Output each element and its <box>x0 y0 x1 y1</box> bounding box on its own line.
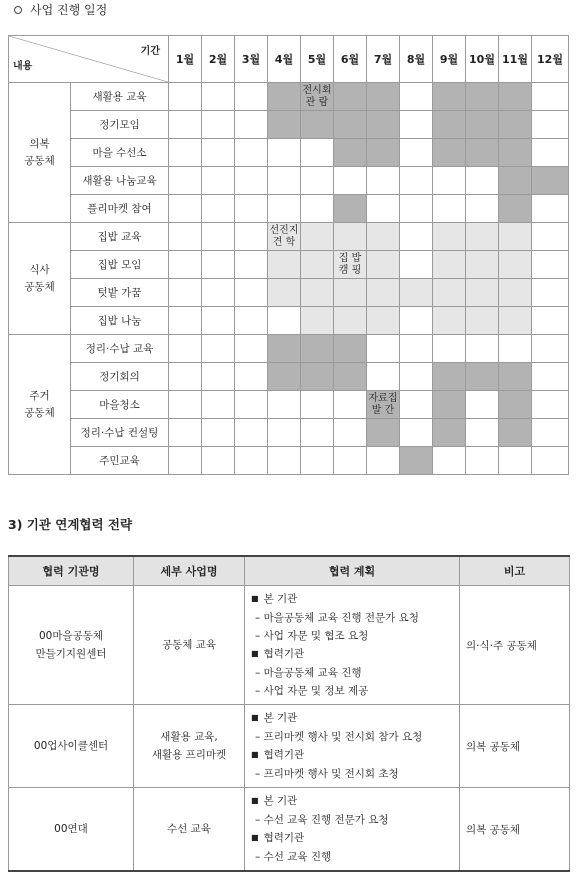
month-cell <box>532 335 569 363</box>
month-cell <box>433 167 466 195</box>
month-cell <box>532 251 569 279</box>
org-name-line: 만들기지원센터 <box>35 648 107 660</box>
month-cell <box>268 363 301 391</box>
month-cell <box>400 167 433 195</box>
month-header: 3월 <box>235 36 268 83</box>
plan-subitem: – 수선 교육 진행 <box>251 848 459 866</box>
month-cell <box>169 419 202 447</box>
header-note: 비고 <box>460 556 570 586</box>
month-cell <box>367 251 400 279</box>
plan-subitem: – 사업 자문 및 협조 요청 <box>251 627 459 645</box>
group-name <box>9 83 71 223</box>
month-cell <box>433 363 466 391</box>
month-cell <box>202 419 235 447</box>
schedule-table <box>8 35 569 475</box>
group-name-line: 의복 <box>29 137 50 150</box>
month-header: 5월 <box>301 36 334 83</box>
month-cell <box>268 223 301 251</box>
month-cell <box>367 223 400 251</box>
remark: 의복 공동체 <box>460 788 570 872</box>
month-cell <box>499 223 532 251</box>
month-cell <box>301 223 334 251</box>
month-cell <box>268 335 301 363</box>
month-cell <box>400 391 433 419</box>
month-cell <box>532 139 569 167</box>
month-cell <box>466 111 499 139</box>
month-cell <box>268 83 301 111</box>
month-cell <box>334 419 367 447</box>
month-cell <box>169 223 202 251</box>
month-cell <box>532 391 569 419</box>
month-cell <box>268 167 301 195</box>
month-cell <box>169 391 202 419</box>
month-cell <box>334 363 367 391</box>
header-org: 협력 기관명 <box>9 556 134 586</box>
month-cell <box>499 335 532 363</box>
org-name-line: 00마을공동체 <box>38 630 104 642</box>
cooperation-plan <box>245 705 460 788</box>
schedule-row <box>9 363 569 391</box>
plan-subitem: – 수선 교육 진행 전문가 요청 <box>251 811 459 829</box>
month-cell <box>466 139 499 167</box>
month-cell <box>532 195 569 223</box>
month-header: 2월 <box>202 36 235 83</box>
schedule-row <box>9 139 569 167</box>
group-name-line: 공동체 <box>24 280 55 293</box>
month-header: 9월 <box>433 36 466 83</box>
month-cell <box>235 223 268 251</box>
project-name-line: 새활용 프리마켓 <box>151 749 227 761</box>
plan-heading: ■ 협력기관 <box>251 645 459 664</box>
schedule-row <box>9 391 569 419</box>
group-name <box>9 223 71 335</box>
month-cell <box>433 111 466 139</box>
month-cell <box>367 167 400 195</box>
month-cell <box>433 447 466 475</box>
month-cell <box>466 223 499 251</box>
month-header: 7월 <box>367 36 400 83</box>
cell-note-line: 자료집 <box>368 392 398 404</box>
month-cell <box>367 419 400 447</box>
month-cell <box>202 391 235 419</box>
header-plan: 협력 계획 <box>245 556 460 586</box>
month-header: 8월 <box>400 36 433 83</box>
item-name: 정리·수납 컨설팅 <box>71 419 169 447</box>
month-cell <box>367 391 400 419</box>
cell-note-line: 캠 핑 <box>338 264 362 276</box>
header-project: 세부 사업명 <box>134 556 245 586</box>
month-cell <box>301 307 334 335</box>
content-label: 내용 <box>13 61 33 72</box>
month-header: 1월 <box>169 36 202 83</box>
month-cell <box>334 251 367 279</box>
plan-heading: ■ 본 기관 <box>251 709 459 728</box>
month-cell <box>334 83 367 111</box>
cooperation-section-title: 3) 기관 연계협력 전략 <box>8 517 133 532</box>
plan-subitem: – 프리마켓 행사 및 전시회 참가 요청 <box>251 728 459 746</box>
month-header: 10월 <box>466 36 499 83</box>
cell-note-line: 관 람 <box>305 96 329 108</box>
month-cell <box>433 335 466 363</box>
month-cell <box>334 111 367 139</box>
month-cell <box>268 279 301 307</box>
month-cell <box>169 279 202 307</box>
month-cell <box>499 167 532 195</box>
schedule-row <box>9 335 569 363</box>
month-cell <box>499 139 532 167</box>
month-cell <box>367 139 400 167</box>
group-name <box>9 335 71 475</box>
month-cell <box>268 111 301 139</box>
month-cell <box>433 307 466 335</box>
month-cell <box>499 111 532 139</box>
section-title <box>14 0 107 22</box>
month-cell <box>202 167 235 195</box>
group-name-line: 공동체 <box>24 154 55 167</box>
month-cell <box>532 167 569 195</box>
month-header: 4월 <box>268 36 301 83</box>
month-cell <box>169 307 202 335</box>
month-cell <box>301 391 334 419</box>
month-cell <box>169 251 202 279</box>
cell-note-line: 견 학 <box>272 236 296 248</box>
month-cell <box>367 279 400 307</box>
remark: 의복 공동체 <box>460 705 570 788</box>
month-cell <box>400 447 433 475</box>
month-cell <box>466 419 499 447</box>
month-cell <box>301 167 334 195</box>
cooperation-plan <box>245 586 460 705</box>
month-cell <box>433 279 466 307</box>
month-cell <box>400 223 433 251</box>
month-cell <box>466 391 499 419</box>
month-cell <box>301 195 334 223</box>
cell-note-line: 발 간 <box>371 404 395 416</box>
schedule-row <box>9 447 569 475</box>
month-cell <box>334 447 367 475</box>
org-name <box>9 586 134 705</box>
month-cell <box>367 83 400 111</box>
month-cell <box>202 335 235 363</box>
month-cell <box>334 391 367 419</box>
schedule-row <box>9 419 569 447</box>
month-cell <box>301 251 334 279</box>
schedule-row <box>9 195 569 223</box>
month-cell <box>367 363 400 391</box>
plan-heading: ■ 본 기관 <box>251 792 459 811</box>
month-cell <box>169 167 202 195</box>
period-label: 기간 <box>140 46 160 57</box>
month-cell <box>334 223 367 251</box>
month-cell <box>433 419 466 447</box>
month-cell <box>466 307 499 335</box>
month-cell <box>532 363 569 391</box>
group-name-line: 공동체 <box>24 406 55 419</box>
group-name-line: 식사 <box>29 263 50 276</box>
month-cell <box>433 83 466 111</box>
item-name: 마을청소 <box>71 391 169 419</box>
month-cell <box>301 139 334 167</box>
month-cell <box>235 111 268 139</box>
month-cell <box>334 195 367 223</box>
month-cell <box>268 195 301 223</box>
item-name: 정기모임 <box>71 111 169 139</box>
cooperation-table <box>8 555 570 872</box>
item-name: 집밥 모임 <box>71 251 169 279</box>
month-cell <box>169 447 202 475</box>
month-cell <box>301 111 334 139</box>
month-header: 11월 <box>499 36 532 83</box>
project-name-line: 공동체 교육 <box>161 639 217 651</box>
schedule-row <box>9 251 569 279</box>
month-cell <box>301 279 334 307</box>
month-cell <box>466 251 499 279</box>
month-cell <box>235 139 268 167</box>
plan-subitem: – 마을공동체 교육 진행 전문가 요청 <box>251 609 459 627</box>
month-cell <box>466 83 499 111</box>
month-cell <box>400 251 433 279</box>
plan-subitem: – 사업 자문 및 정보 제공 <box>251 682 459 700</box>
item-name: 정리·수납 교육 <box>71 335 169 363</box>
schedule-row <box>9 223 569 251</box>
month-cell <box>466 447 499 475</box>
month-cell <box>268 419 301 447</box>
month-cell <box>499 363 532 391</box>
month-cell <box>268 307 301 335</box>
month-cell <box>400 195 433 223</box>
month-cell <box>169 139 202 167</box>
month-cell <box>433 195 466 223</box>
org-name-line: 00업사이클센터 <box>33 740 109 752</box>
month-cell <box>235 335 268 363</box>
schedule-row <box>9 279 569 307</box>
month-cell <box>235 419 268 447</box>
schedule-row <box>9 111 569 139</box>
plan-subitem: – 마을공동체 교육 진행 <box>251 664 459 682</box>
item-name: 새활용 교육 <box>71 83 169 111</box>
month-cell <box>202 447 235 475</box>
month-cell <box>334 167 367 195</box>
month-cell <box>301 335 334 363</box>
month-header: 6월 <box>334 36 367 83</box>
month-cell <box>499 251 532 279</box>
month-cell <box>532 111 569 139</box>
month-cell <box>532 279 569 307</box>
group-name-line: 주거 <box>29 389 50 402</box>
month-cell <box>532 419 569 447</box>
month-cell <box>169 111 202 139</box>
month-cell <box>367 335 400 363</box>
month-cell <box>367 307 400 335</box>
item-name: 집밥 교육 <box>71 223 169 251</box>
month-cell <box>235 307 268 335</box>
month-cell <box>202 307 235 335</box>
month-cell <box>499 307 532 335</box>
month-cell <box>532 307 569 335</box>
project-name-line: 새활용 교육, <box>160 731 218 743</box>
item-name: 정기회의 <box>71 363 169 391</box>
month-cell <box>268 251 301 279</box>
month-cell <box>334 307 367 335</box>
cooperation-row <box>9 788 570 872</box>
month-cell <box>466 279 499 307</box>
item-name: 텃밭 가꿈 <box>71 279 169 307</box>
month-cell <box>466 195 499 223</box>
month-cell <box>268 139 301 167</box>
item-name: 마을 수선소 <box>71 139 169 167</box>
month-cell <box>400 111 433 139</box>
month-cell <box>334 335 367 363</box>
month-cell <box>334 279 367 307</box>
month-cell <box>301 447 334 475</box>
month-cell <box>169 83 202 111</box>
month-cell <box>169 363 202 391</box>
month-cell <box>169 335 202 363</box>
remark: 의·식·주 공동체 <box>460 586 570 705</box>
month-cell <box>400 279 433 307</box>
month-cell <box>499 195 532 223</box>
month-cell <box>532 83 569 111</box>
month-cell <box>169 195 202 223</box>
month-cell <box>235 251 268 279</box>
item-name: 집밥 나눔 <box>71 307 169 335</box>
cell-note-line: 집 밥 <box>338 252 362 264</box>
month-cell <box>433 251 466 279</box>
cell-note-line: 선진지 <box>269 224 299 236</box>
month-cell <box>235 447 268 475</box>
month-cell <box>301 363 334 391</box>
org-name <box>9 705 134 788</box>
month-cell <box>301 83 334 111</box>
month-cell <box>499 419 532 447</box>
circle-bullet-icon <box>14 6 22 14</box>
schedule-corner-header <box>9 36 169 83</box>
item-name: 플리마켓 참여 <box>71 195 169 223</box>
month-cell <box>202 223 235 251</box>
project-name <box>134 705 245 788</box>
item-name: 주민교육 <box>71 447 169 475</box>
month-header: 12월 <box>532 36 569 83</box>
month-cell <box>400 139 433 167</box>
month-cell <box>400 83 433 111</box>
plan-heading: ■ 협력기관 <box>251 746 459 765</box>
item-name: 새활용 나눔교육 <box>71 167 169 195</box>
month-cell <box>334 139 367 167</box>
month-cell <box>466 167 499 195</box>
project-name <box>134 586 245 705</box>
month-cell <box>202 111 235 139</box>
month-cell <box>433 391 466 419</box>
month-cell <box>466 363 499 391</box>
month-cell <box>532 447 569 475</box>
month-cell <box>433 139 466 167</box>
plan-subitem: – 프리마켓 행사 및 전시회 초청 <box>251 765 459 783</box>
month-cell <box>202 279 235 307</box>
month-cell <box>400 419 433 447</box>
month-cell <box>235 167 268 195</box>
plan-heading: ■ 협력기관 <box>251 829 459 848</box>
month-cell <box>499 279 532 307</box>
cell-note-line: 전시회 <box>302 84 332 96</box>
project-name <box>134 788 245 872</box>
month-cell <box>466 335 499 363</box>
month-cell <box>367 111 400 139</box>
month-cell <box>202 195 235 223</box>
cooperation-row <box>9 586 570 705</box>
month-cell <box>202 83 235 111</box>
month-cell <box>235 195 268 223</box>
month-cell <box>499 447 532 475</box>
cooperation-plan <box>245 788 460 872</box>
month-cell <box>202 139 235 167</box>
month-cell <box>400 307 433 335</box>
cooperation-row <box>9 705 570 788</box>
month-cell <box>433 223 466 251</box>
month-cell <box>235 279 268 307</box>
month-cell <box>499 391 532 419</box>
month-cell <box>235 83 268 111</box>
month-cell <box>367 447 400 475</box>
month-cell <box>400 335 433 363</box>
month-cell <box>400 363 433 391</box>
month-cell <box>268 391 301 419</box>
month-cell <box>532 223 569 251</box>
month-cell <box>301 419 334 447</box>
org-name <box>9 788 134 872</box>
month-cell <box>235 391 268 419</box>
month-cell <box>202 363 235 391</box>
month-cell <box>367 195 400 223</box>
schedule-row <box>9 307 569 335</box>
schedule-row <box>9 167 569 195</box>
section-title-text: 사업 진행 일정 <box>30 3 108 17</box>
schedule-row <box>9 83 569 111</box>
plan-heading: ■ 본 기관 <box>251 590 459 609</box>
project-name-line: 수선 교육 <box>167 823 211 835</box>
month-cell <box>268 447 301 475</box>
org-name-line: 00연대 <box>54 823 88 835</box>
month-cell <box>499 83 532 111</box>
month-cell <box>235 363 268 391</box>
month-cell <box>202 251 235 279</box>
